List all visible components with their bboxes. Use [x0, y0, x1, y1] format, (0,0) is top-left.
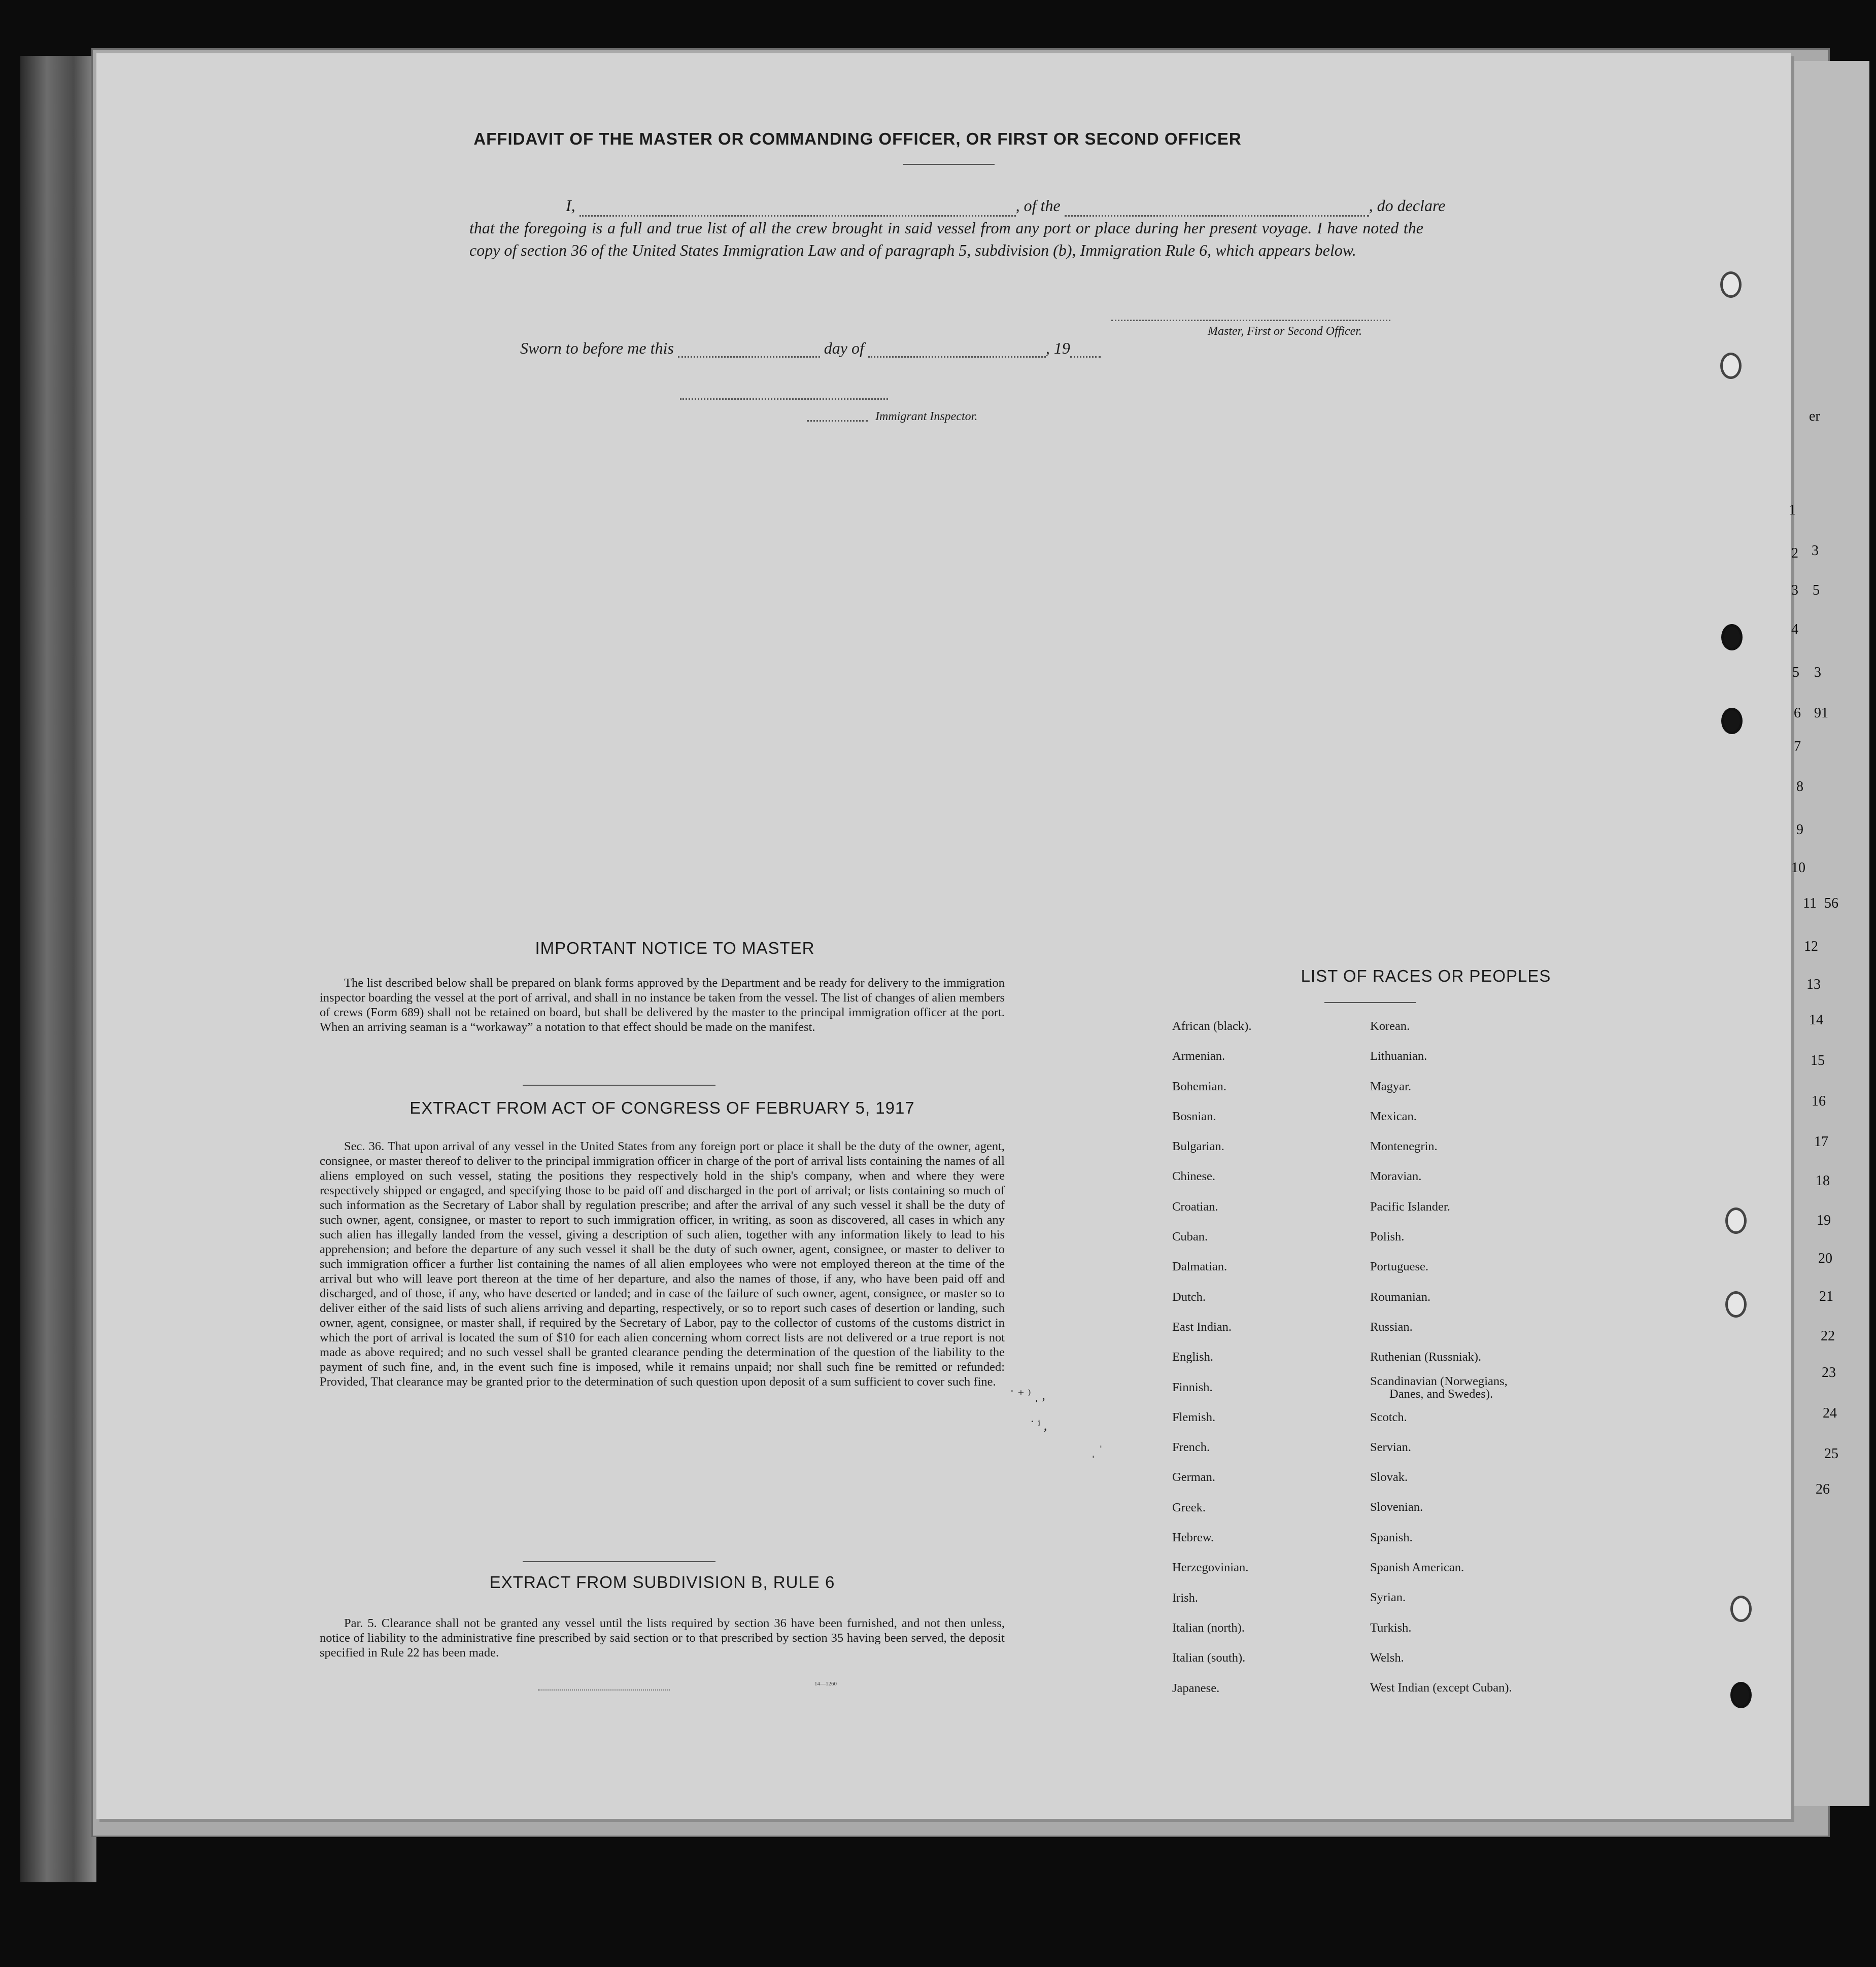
row-number: 13 — [1806, 977, 1821, 992]
extract-act-text: Sec. 36. That upon arrival of any vessel in the United States from any foreign port or place it shall be the duty of the owner, agent, consignee, or master thereof to deliver to the principal immigration officer in charge of the port of arrival lists containing the names of all aliens employed on such vessel, stating the positions they respectively hold in the ship's company, when and where they were respectively shipped or engaged, and specifying those to be paid off and discharged in the port of arrival; or lists containing so much of such information as the Secretary of Labor shall by regulation prescribe; and after the arrival of any such vessel it shall be the duty of such owner, agent, consignee, or master to report to such immigration officer, in writing, as soon as discovered, all cases in which any such alien has illegally landed from the vessel, giving a description of such alien, together with any information likely to lead to his apprehension; and before the departure of any such vessel it shall be the duty of such owner, agent, consignee, or master to deliver to such immigration officer a further list containing the names of all alien employees who were not employed thereon at the time of the arrival but who will leave port thereon at the time of her departure, and also the names of those, if any, who have been paid off and discharged, and of those, if any, who have deserted or landed; and in case of the failure of such owner, agent, consignee, or master so to deliver either of the said lists of such aliens arriving and departing, respectively, or so to report such cases of desertion or landing, such owner, agent, consignee, or master shall, if required by the Secretary of Labor, pay to the collector of customs of the customs district in which the port of arrival is located the sum of $10 for each alien concerning whom correct lists are not delivered or a true report is not made as above required; and no such vessel shall be granted clearance pending the determination of the question of the liability to the payment of such fine, and, in the event such fine is imposed, while it remains unpaid; nor shall such fine be remitted or refunded: Provided, That clearance may be granted prior to the determination of such question upon deposit of a sum sufficient to cover such fine. — [320, 1140, 1005, 1389]
row-number: 24 — [1823, 1405, 1837, 1421]
race-item: Spanish. — [1370, 1530, 1413, 1544]
row-number: 25 — [1824, 1446, 1838, 1462]
sworn-line — [520, 339, 1101, 358]
row-number: 26 — [1816, 1481, 1830, 1497]
race-item: Cuban. — [1172, 1230, 1208, 1244]
race-item: Bulgarian. — [1172, 1140, 1224, 1154]
row-number: 2 — [1791, 545, 1798, 561]
race-item: German. — [1172, 1470, 1216, 1485]
race-item: Croatian. — [1172, 1199, 1218, 1214]
inspector-dots — [807, 420, 868, 422]
margin-fragment: 91 — [1814, 705, 1828, 721]
punch-hole — [1720, 271, 1742, 298]
race-item: Slovak. — [1370, 1470, 1408, 1485]
printer-line — [538, 1689, 670, 1690]
race-item: English. — [1172, 1350, 1213, 1364]
book-binding — [20, 56, 96, 1882]
race-item: Japanese. — [1172, 1681, 1220, 1695]
races-divider — [1324, 1002, 1416, 1003]
race-item: French. — [1172, 1440, 1210, 1455]
race-item: Hebrew. — [1172, 1531, 1214, 1545]
row-number: 17 — [1814, 1134, 1828, 1150]
margin-fragment: 3 — [1812, 543, 1819, 559]
year-prefix: , 19 — [1045, 339, 1070, 357]
races-title: LIST OF RACES OR PEOPLES — [1301, 967, 1551, 985]
race-item: East Indian. — [1172, 1320, 1232, 1334]
row-number: 7 — [1794, 739, 1801, 754]
race-item: Portuguese. — [1370, 1260, 1428, 1274]
race-item: African (black). — [1172, 1019, 1252, 1033]
row-number: 14 — [1809, 1012, 1823, 1028]
race-item — [1370, 1372, 1512, 1402]
punch-hole — [1730, 1596, 1752, 1622]
row-number: 9 — [1796, 822, 1803, 838]
row-number: 1 — [1789, 502, 1796, 518]
race-item: Moravian. — [1370, 1169, 1422, 1184]
extract-rule-text: Par. 5. Clearance shall not be granted any vessel until the lists required by section 36 have been furnished, and not then unless, notice of liability to the administrative fine prescribed by said section or to that prescribed by section 35 having been served, the deposit specified in Rule 22 has been made. — [320, 1616, 1005, 1660]
declare-prefix: I, — [566, 196, 575, 215]
race-item-line: Scandinavian (Norwegians, — [1370, 1374, 1508, 1388]
race-item: West Indian (except Cuban). — [1370, 1681, 1512, 1695]
form-number: 14—1260 — [814, 1681, 837, 1687]
declaration-text: that the foregoing is a full and true list of all the crew brought in said vessel from any port or place during her present voyage. I have noted the copy of section 36 of the United States Immigration Law and of paragraph 5, subdivision (b), Immigration Rule 6, which appears below. — [469, 219, 1423, 259]
affidavit-declaration — [469, 194, 1446, 261]
row-number: 22 — [1821, 1328, 1835, 1344]
margin-fragment: 5 — [1813, 582, 1820, 598]
punch-hole — [1725, 1291, 1747, 1318]
ink-speck: ˙ ⁺ ⁾ ˌ , — [1010, 1388, 1045, 1402]
row-number: 8 — [1796, 779, 1803, 795]
day-blank — [678, 341, 820, 358]
race-item: Italian (south). — [1172, 1651, 1246, 1665]
row-number: 5 — [1792, 665, 1799, 680]
do-declare-label: , do declare — [1369, 196, 1446, 215]
race-item: Greek. — [1172, 1500, 1206, 1514]
of-the-label: , of the — [1015, 196, 1061, 215]
race-item: Turkish. — [1370, 1620, 1412, 1635]
race-item: Dalmatian. — [1172, 1260, 1227, 1274]
race-item: Chinese. — [1172, 1169, 1216, 1184]
vessel-blank — [1065, 200, 1369, 217]
race-item: Magyar. — [1370, 1079, 1411, 1093]
race-item: Spanish American. — [1370, 1561, 1464, 1575]
affidavit-title: AFFIDAVIT OF THE MASTER OR COMMANDING OFFICER, OR FIRST OR SECOND OFFICER — [473, 129, 1242, 148]
year-blank — [1070, 341, 1101, 358]
race-item: Mexican. — [1370, 1109, 1417, 1123]
punch-hole — [1725, 1207, 1747, 1234]
race-item: Korean. — [1370, 1019, 1410, 1033]
name-blank — [579, 200, 1016, 217]
master-signature-label: Master, First or Second Officer. — [1208, 325, 1362, 338]
race-item: Syrian. — [1370, 1591, 1406, 1605]
ink-speck: ˌ ˈ — [1091, 1443, 1103, 1458]
race-item: Montenegrin. — [1370, 1140, 1438, 1154]
race-item: Irish. — [1172, 1591, 1199, 1605]
extract-divider — [523, 1561, 715, 1562]
day-of-label: day of — [824, 339, 864, 357]
notice-divider — [523, 1085, 715, 1086]
row-number: 16 — [1812, 1093, 1826, 1109]
row-number: 15 — [1811, 1053, 1825, 1068]
race-item: Finnish. — [1172, 1380, 1213, 1394]
race-item: Servian. — [1370, 1440, 1411, 1454]
race-item: Italian (north). — [1172, 1620, 1245, 1635]
race-item: Scotch. — [1370, 1410, 1407, 1424]
margin-fragment: 56 — [1824, 895, 1838, 911]
extract-act-title: EXTRACT FROM ACT OF CONGRESS OF FEBRUARY 5, 1917 — [410, 1098, 915, 1117]
race-item: Lithuanian. — [1370, 1049, 1427, 1063]
race-item: Slovenian. — [1370, 1500, 1423, 1514]
races-left-column — [1172, 1011, 1251, 1703]
race-item: Pacific Islander. — [1370, 1199, 1450, 1214]
punch-hole — [1721, 708, 1743, 734]
race-item: Armenian. — [1172, 1049, 1225, 1063]
race-item: Bosnian. — [1172, 1109, 1216, 1123]
punch-hole — [1730, 1682, 1752, 1708]
row-number: 12 — [1804, 939, 1818, 954]
extract-rule-title: EXTRACT FROM SUBDIVISION B, RULE 6 — [489, 1573, 835, 1592]
race-item-line: Danes, and Swedes). — [1389, 1387, 1493, 1401]
row-number: 21 — [1819, 1289, 1833, 1304]
inspector-label: Immigrant Inspector. — [875, 410, 978, 423]
row-number: 19 — [1817, 1213, 1831, 1228]
month-blank — [868, 341, 1046, 358]
inspector-signature-line — [680, 398, 888, 400]
race-item: Herzegovinian. — [1172, 1561, 1249, 1575]
master-signature-line — [1111, 320, 1390, 321]
race-item: Ruthenian (Russniak). — [1370, 1350, 1482, 1364]
punch-hole — [1720, 353, 1742, 379]
row-number: 6 — [1794, 705, 1801, 721]
margin-fragment: 3 — [1814, 665, 1821, 680]
notice-text: The list described below shall be prepared on blank forms approved by the Department and be ready for delivery to the immigration inspector boarding the vessel at the port of arrival, and shall in no instance be taken from the vessel. The list of changes of alien members of crews (Form 689) shall not be retained on board, but shall be delivered by the master to the principal immigration officer at the port. When an arriving seaman is a “workaway” a notation to that effect should be made on the manifest. — [320, 976, 1005, 1034]
race-item: Polish. — [1370, 1230, 1405, 1244]
ink-speck: ˙ ⁱ , — [1030, 1418, 1047, 1433]
manifest-page — [96, 53, 1791, 1819]
notice-title: IMPORTANT NOTICE TO MASTER — [535, 939, 815, 957]
row-number: 23 — [1822, 1365, 1836, 1381]
title-divider — [903, 164, 995, 165]
race-item: Roumanian. — [1370, 1290, 1431, 1304]
sworn-prefix: Sworn to before me this — [520, 339, 674, 357]
row-number: 4 — [1791, 622, 1798, 637]
races-right-column — [1370, 1011, 1512, 1703]
race-item: Dutch. — [1172, 1290, 1206, 1304]
race-item: Welsh. — [1370, 1650, 1404, 1665]
row-number: 3 — [1791, 582, 1798, 598]
row-number: 11 — [1803, 895, 1817, 911]
punch-hole — [1721, 624, 1743, 650]
margin-fragment: er — [1809, 408, 1820, 424]
race-item: Bohemian. — [1172, 1079, 1226, 1093]
row-number: 18 — [1816, 1173, 1830, 1189]
row-number: 20 — [1818, 1251, 1832, 1266]
row-number: 10 — [1791, 860, 1805, 876]
race-item: Flemish. — [1172, 1410, 1216, 1424]
race-item: Russian. — [1370, 1320, 1413, 1334]
